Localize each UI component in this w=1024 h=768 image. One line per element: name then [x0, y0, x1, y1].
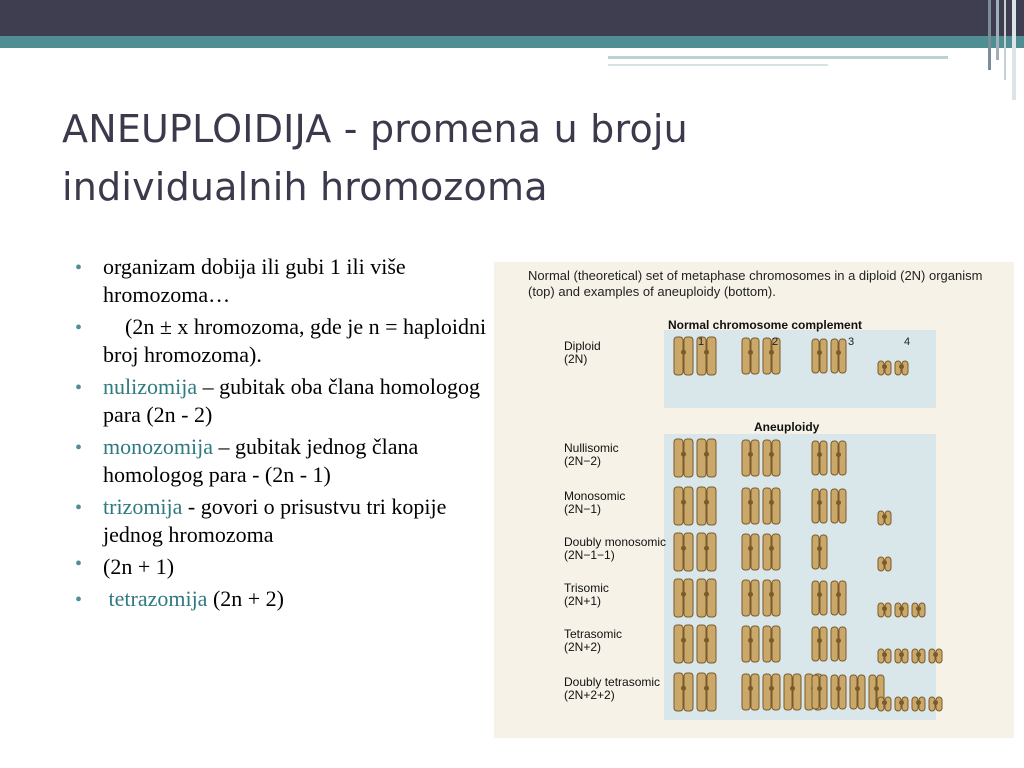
chromosome: [812, 675, 827, 709]
chromosome: [697, 673, 716, 711]
row-label-formula: (2N+2+2): [564, 688, 615, 702]
chromosome: [763, 580, 780, 616]
title-line-1: ANEUPLOIDIJA - promena u broju: [62, 107, 688, 151]
bullet-item: • nulizomija – gubitak oba člana homologog para (2n - 2): [75, 373, 495, 429]
chromosome: [831, 441, 846, 475]
chromosome: [763, 440, 780, 476]
row-label-formula: (2N+1): [564, 594, 602, 608]
column-number: 1: [698, 336, 705, 348]
row-label: [564, 582, 609, 608]
chromosome: [763, 534, 780, 570]
chromosome: [812, 627, 827, 661]
chromosome: [763, 626, 780, 662]
chromosome: [697, 579, 716, 617]
chromosome: [742, 440, 759, 476]
chromosome: [831, 339, 846, 373]
term-highlight: trizomija: [103, 494, 183, 519]
corner-decoration: [984, 0, 1024, 100]
bullet-item: • organizam dobija ili gubi 1 ili više hromozoma…: [75, 253, 495, 309]
chromosome: [742, 488, 759, 524]
chromosome: [812, 339, 827, 373]
row-label-name: Monosomic: [564, 489, 626, 503]
chromosome: [812, 489, 827, 523]
row-label-formula: (2N+2): [564, 640, 602, 654]
row-label: [564, 628, 622, 654]
bullet-continuation: • (2n + 1): [75, 549, 495, 581]
chromosome: [812, 441, 827, 475]
chromosome: [697, 533, 716, 571]
slide-title: [62, 100, 842, 216]
chromosome: [763, 488, 780, 524]
column-number: 2: [772, 336, 779, 348]
aneuploidy-heading: Aneuploidy: [754, 420, 820, 434]
row-label-name: Diploid: [564, 339, 601, 353]
chromosome: [674, 533, 693, 571]
row-label-name: Tetrasomic: [564, 627, 623, 641]
column-number: 3: [848, 336, 855, 348]
bullet-item: • trizomija - govori o prisustvu tri kopije jednog hromozoma: [75, 493, 495, 549]
bullet-item: • (2n ± x hromozoma, gde je n = haploidni broj hromozoma).: [75, 313, 495, 369]
row-label-formula: (2N−1): [564, 502, 602, 516]
row-label-name: Doubly monosomic: [564, 535, 667, 549]
chromosome: [674, 673, 693, 711]
chromosome: [831, 581, 846, 615]
row-label: [564, 676, 660, 702]
decorative-line: [608, 64, 828, 66]
karyotype-figure: [494, 262, 1014, 738]
chromosome: [742, 626, 759, 662]
chromosome: [674, 579, 693, 617]
bullet-list: [75, 253, 495, 617]
chromosome: [784, 674, 801, 710]
chromosome: [674, 337, 693, 375]
row-label-formula: (2N): [564, 352, 588, 366]
chromosome: [697, 625, 716, 663]
row-label-formula: (2N−2): [564, 454, 602, 468]
row-label: [564, 536, 666, 562]
chromosome: [742, 338, 759, 374]
top-dark-bar: [0, 0, 1024, 36]
chromosome: [812, 581, 827, 615]
chromosome: [742, 580, 759, 616]
chromosome: [850, 675, 865, 709]
row-label: [564, 490, 625, 516]
row-label-formula: (2N−1−1): [564, 548, 615, 562]
bullet-item: • tetrazomija (2n + 2): [75, 585, 495, 613]
chromosome: [674, 439, 693, 477]
term-highlight: nulizomija: [103, 374, 198, 399]
chromosome: [812, 535, 827, 569]
figure-caption: Normal (theoretical) set of metaphase chromosomes in a diploid (2N) organism (top) and examples of aneuploidy (bottom).: [528, 268, 983, 299]
chromosome: [697, 439, 716, 477]
normal-complement-heading: Normal chromosome complement: [668, 318, 863, 332]
bullet-item: • monozomija – gubitak jednog člana homologog para - (2n - 1): [75, 433, 495, 489]
column-number: 4: [904, 336, 911, 348]
top-teal-bar: [0, 36, 1024, 48]
chromosome: [742, 674, 759, 710]
term-highlight: tetrazomija: [108, 586, 208, 611]
chromosome: [831, 627, 846, 661]
chromosome: [674, 625, 693, 663]
chromosome: [742, 534, 759, 570]
chromosome: [831, 489, 846, 523]
decorative-line: [608, 56, 948, 59]
chromosome: [763, 674, 780, 710]
row-label-name: Nullisomic: [564, 441, 619, 455]
row-label: [564, 442, 619, 468]
chromosome: [831, 675, 846, 709]
term-highlight: monozomija: [103, 434, 213, 459]
row-label-name: Doubly tetrasomic: [564, 675, 661, 689]
row-label-name: Trisomic: [564, 581, 609, 595]
title-line-2: individualnih hromozoma: [62, 165, 548, 209]
row-label: [564, 340, 601, 366]
chromosome: [674, 487, 693, 525]
chromosome: [697, 487, 716, 525]
